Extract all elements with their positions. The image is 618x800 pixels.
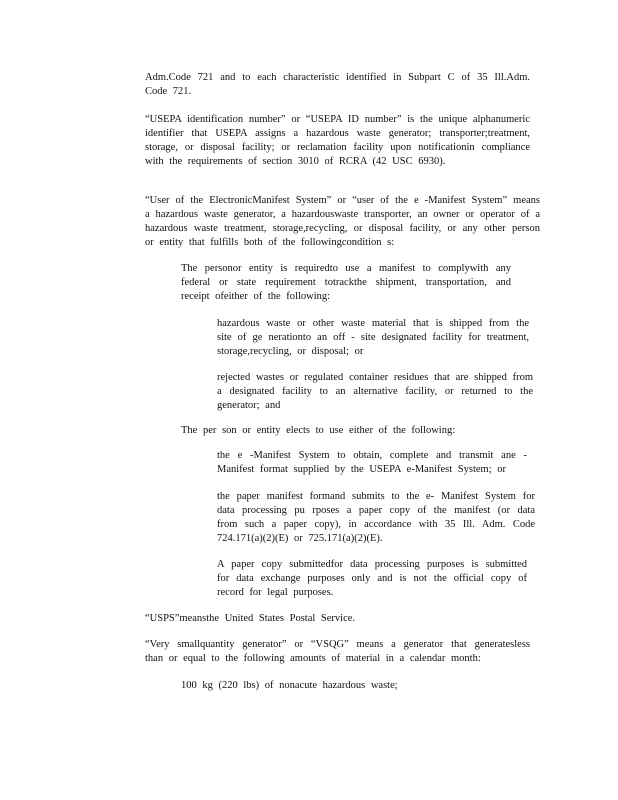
paragraph-condition-1: The personor entity is requiredto use a manifest to complywith any federal or state requirement totrackthe shipment, transportation, and receipt ofeither of the following: (181, 263, 511, 302)
paragraph-user-of-e-manifest: “User of the ElectronicManifest System” or “user of the e -Manifest System” means a hazardous waste generator, a hazardouswaste transporter, an owner or operator of a hazardous waste treatment, storage,recycling, or disposal facility, or any other person or entity that fulfills both of the followingcondition s: (145, 195, 540, 248)
paragraph-condition-2-item-b: the paper manifest formand submits to the e- Manifest System for data processing pu rposes a paper copy of the manifest (or data from such a paper copy), in accordance with 35 Ill. Adm. Code 724.171(a)(2)(E) or 725.171(a)(2)(E). (217, 491, 535, 544)
paragraph-definition-continuation: Adm.Code 721 and to each characteristic identified in Subpart C of 35 Ill.Adm. Code 721. (145, 72, 530, 97)
paragraph-usps-definition: “USPS”meansthe United States Postal Service. (145, 613, 356, 624)
paragraph-usepa-id-number: “USEPA identification number” or “USEPA ID number” is the unique alphanumeric identifier that USEPA assigns a hazardous waste generator; transporter;treatment, storage, or disposal facility; or reclamation facility upon notificationin compliance with the requirements of section 3010 of RCRA (42 USC 6930). (145, 114, 530, 167)
paragraph-vsqg-definition: “Very smallquantity generator” or “VSQG” means a generator that generatesless than or equal to the following amounts of material in a calendar month: (145, 639, 530, 664)
paragraph-vsqg-item-1: 100 kg (220 lbs) of nonacute hazardous waste; (181, 680, 398, 691)
paragraph-paper-copy-note: A paper copy submittedfor data processing purposes is submitted for data exchange purposes only and is not the official copy of record for legal purposes. (217, 559, 527, 598)
paragraph-condition-1-item-b: rejected wastes or regulated container residues that are shipped from a designated facility to an alternative facility, or returned to the generator; and (217, 372, 533, 411)
paragraph-condition-2-item-a: the e -Manifest System to obtain, complete and transmit ane -Manifest format supplied by the USEPA e-Manifest System; or (217, 450, 527, 475)
paragraph-condition-1-item-a: hazardous waste or other waste material that is shipped from the site of ge nerationto an off - site designated facility for treatment, storage,recycling, or disposal; or (217, 318, 529, 357)
paragraph-condition-2: The per son or entity elects to use either of the following: (181, 425, 456, 436)
